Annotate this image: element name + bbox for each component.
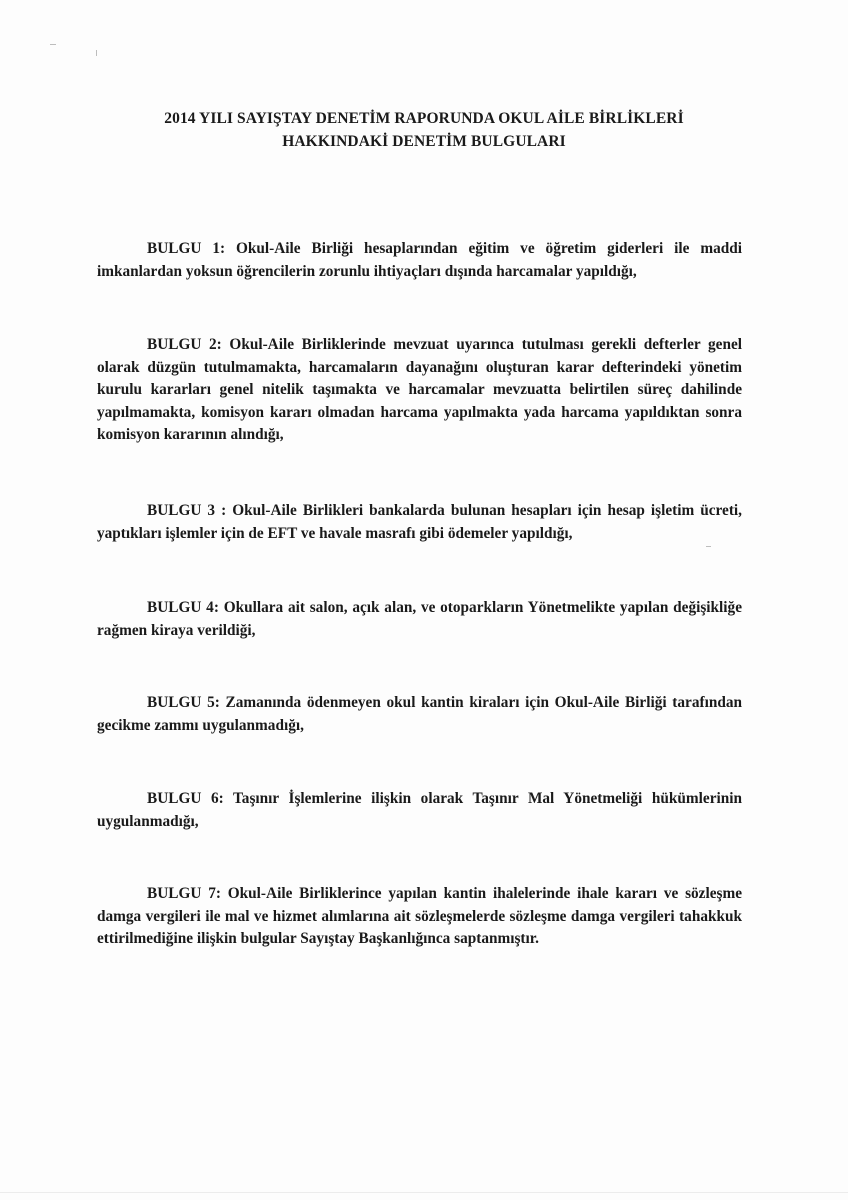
finding-3 [97,500,742,545]
finding-text: Okullara ait salon, açık alan, ve otoparkların Yönetmelikte yapılan değişikliğe rağmen kiraya verildiği, [97,599,742,639]
finding-label: BULGU 1: [147,240,226,257]
finding-text: Okul-Aile Birliklerince yapılan kantin ihalelerinde ihale kararı ve sözleşme damga vergileri ile mal ve hizmet alımlarına ait sözleşmelerde sözleşme damga vergileri tahakkuk ettirilmediğine ilişkin bulgular Sayıştay Başkanlığınca saptanmıştır. [97,885,742,948]
finding-label: BULGU 6: [147,790,224,807]
finding-5 [97,692,742,737]
finding-6 [97,788,742,833]
finding-1 [97,238,742,283]
finding-text: Okul-Aile Birliklerinde mevzuat uyarınca tutulması gerekli defterler genel olarak düzgün tutulmamakta, harcamaların dayanağını oluşturan karar defterindeki yönetim kurulu kararları genel nitelik taşımakta ve harcamalar mevzuatta belirtilen süreç dahilinde yapılmamakta, komisyon kararı olmadan harcama yapılmakta yada harcama yapıldıktan sonra komisyon kararının alındığı, [97,336,742,444]
finding-label: BULGU 2: [147,336,222,353]
finding-text: Zamanında ödenmeyen okul kantin kiraları için Okul-Aile Birliği tarafından gecikme zammı uygulanmadığı, [97,694,742,734]
finding-7 [97,883,742,951]
scan-mark [706,546,711,547]
scan-mark [50,44,56,45]
finding-label: BULGU 5: [147,694,220,711]
finding-4 [97,597,742,642]
finding-text: Okul-Aile Birlikleri bankalarda bulunan hesapları için hesap işletim ücreti, yaptıkları işlemler için de EFT ve havale masrafı gibi ödemeler yapıldığı, [97,502,742,542]
finding-label: BULGU 3 : [147,502,227,519]
finding-text: Okul-Aile Birliği hesaplarından eğitim ve öğretim giderleri ile maddi imkanlardan yoksun öğrencilerin zorunlu ihtiyaçları dışında harcamalar yapıldığı, [97,240,742,280]
document-title-line2: HAKKINDAKİ DENETİM BULGULARI [282,133,566,150]
document-title-line1: 2014 YILI SAYIŞTAY DENETİM RAPORUNDA OKUL AİLE BİRLİKLERİ [164,110,684,127]
finding-label: BULGU 7: [147,885,221,902]
scan-mark [0,1192,848,1193]
finding-2 [97,334,742,447]
finding-text: Taşınır İşlemlerine ilişkin olarak Taşınır Mal Yönetmeliği hükümlerinin uygulanmadığı, [97,790,742,830]
finding-label: BULGU 4: [147,599,219,616]
scan-mark [96,50,97,56]
